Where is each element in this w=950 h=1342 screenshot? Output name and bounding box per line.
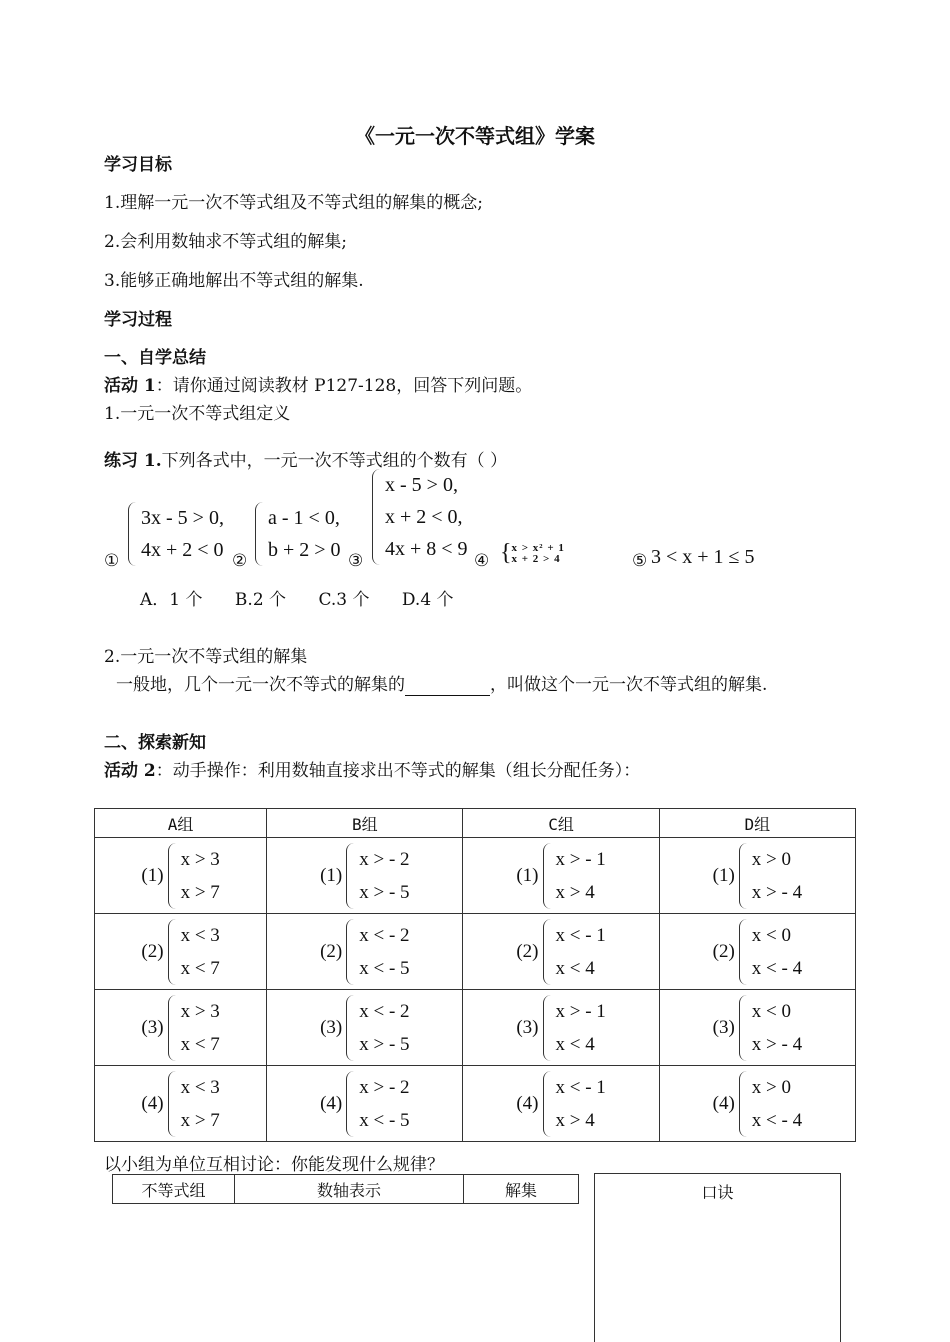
inequality: x < - 5 (359, 957, 410, 979)
practice1-text: 下列各式中，一元一次不等式组的个数有（ ） (161, 451, 508, 471)
activity1-line (104, 371, 532, 396)
inequality: x > - 2 (359, 848, 410, 870)
practice1-label: 练习 1. (104, 451, 162, 471)
inequality: x > 4 (555, 1109, 595, 1131)
problem-number: (2) (516, 940, 539, 962)
group-header: C组 (463, 809, 659, 838)
problem-number: (3) (516, 1016, 539, 1038)
problem-number: (2) (712, 940, 735, 962)
problem-number: (1) (516, 864, 539, 886)
rhyme-box (594, 1173, 841, 1342)
definition-item: 1.一元一次不等式组定义 (104, 404, 291, 424)
inequality: x > - 1 (555, 848, 606, 870)
option4-mark: ④ (474, 551, 490, 571)
group-cell (267, 838, 463, 914)
solution-set-definition (116, 670, 767, 696)
problem-number: (4) (516, 1092, 539, 1114)
section1-heading: 一、自学总结 (104, 348, 206, 368)
option4-brace-icon: { (500, 540, 512, 566)
option1-row: 3x - 5 > 0, (141, 507, 224, 529)
goal-item: 2.会利用数轴求不等式组的解集; (104, 232, 347, 252)
activity2-line (104, 756, 640, 781)
inequality: x < - 4 (751, 957, 803, 979)
group-header: D组 (659, 809, 855, 838)
summary-header: 解集 (464, 1175, 579, 1204)
process-heading: 学习过程 (104, 310, 172, 330)
group-cell (267, 990, 463, 1066)
fill-blank[interactable] (405, 675, 490, 696)
option4-row: x > x² + 1 (511, 541, 565, 554)
inequality: x > 0 (751, 1076, 791, 1098)
option3-system (372, 469, 468, 565)
activity2-label: 活动 2 (104, 761, 156, 781)
table-row (95, 990, 856, 1066)
practice1-line (104, 446, 507, 471)
group-cell (463, 838, 659, 914)
inequality: x > 4 (555, 881, 595, 903)
definition-text-a: 一般地，几个一元一次不等式的解集的 (116, 675, 405, 695)
problem-number: (3) (320, 1016, 343, 1038)
inequality: x < - 2 (359, 924, 410, 946)
inequality: x < 0 (751, 1000, 791, 1022)
group-cell (463, 990, 659, 1066)
inequality: x < - 1 (555, 1076, 606, 1098)
group-cell (659, 990, 855, 1066)
goal-item: 3.能够正确地解出不等式组的解集. (104, 271, 364, 291)
inequality: x < 4 (555, 1033, 595, 1055)
inequality: x > - 2 (359, 1076, 410, 1098)
activity2-text: ：动手操作：利用数轴直接求出不等式的解集（组长分配任务）： (155, 761, 641, 781)
option5-expr: 3 < x + 1 ≤ 5 (651, 546, 755, 568)
inequality: x < 7 (180, 1033, 220, 1055)
option5-mark: ⑤ (632, 551, 648, 571)
group-header: B组 (267, 809, 463, 838)
table-row (95, 838, 856, 914)
option1-mark: ① (104, 551, 120, 571)
group-cell (95, 1066, 267, 1142)
group-cell (95, 838, 267, 914)
inequality: x < 0 (751, 924, 791, 946)
inequality: x < - 2 (359, 1000, 410, 1022)
goal-item: 1.理解一元一次不等式组及不等式组的解集的概念; (104, 193, 483, 213)
group-cell (95, 990, 267, 1066)
problem-number: (4) (712, 1092, 735, 1114)
problem-number: (2) (320, 940, 343, 962)
group-cell (463, 914, 659, 990)
inequality: x > - 1 (555, 1000, 606, 1022)
group-cell (463, 1066, 659, 1142)
problem-number: (2) (141, 940, 164, 962)
option2-row: a - 1 < 0, (268, 507, 340, 529)
summary-header: 数轴表示 (235, 1175, 464, 1204)
summary-table (112, 1174, 579, 1204)
summary-header: 不等式组 (113, 1175, 235, 1204)
option3-mark: ③ (348, 551, 364, 571)
inequality: x < 7 (180, 957, 220, 979)
inequality: x > - 5 (359, 881, 410, 903)
practice1-choices: A．1 个 B.2 个 C.3 个 D.4 个 (140, 590, 454, 610)
problem-number: (4) (320, 1092, 343, 1114)
group-cell (659, 838, 855, 914)
option2-system (255, 502, 341, 566)
inequality: x < 3 (180, 924, 220, 946)
problem-number: (4) (141, 1092, 164, 1114)
activity1-text: ：请你通过阅读教材 P127-128，回答下列问题。 (155, 376, 533, 396)
problem-number: (1) (141, 864, 164, 886)
problem-number: (3) (712, 1016, 735, 1038)
inequality: x > 0 (751, 848, 791, 870)
inequality: x > 3 (180, 1000, 220, 1022)
inequality: x < - 5 (359, 1109, 410, 1131)
group-cell (267, 1066, 463, 1142)
inequality: x > - 4 (751, 881, 803, 903)
page-title: 《一元一次不等式组》学案 (355, 124, 595, 148)
group-cell (267, 914, 463, 990)
goals-heading: 学习目标 (104, 155, 172, 175)
discuss-prompt: 以小组为单位互相讨论：你能发现什么规律？ (104, 1155, 444, 1175)
groups-table (94, 808, 856, 1142)
option2-mark: ② (232, 551, 248, 571)
rhyme-label: 口诀 (701, 1183, 734, 1202)
option3-row: x - 5 > 0, (385, 474, 458, 496)
inequality: x > 7 (180, 881, 220, 903)
problem-number: (1) (320, 864, 343, 886)
inequality: x > - 4 (751, 1033, 803, 1055)
group-cell (659, 1066, 855, 1142)
option3-row: x + 2 < 0, (385, 506, 463, 528)
table-row (95, 1066, 856, 1142)
group-header: A组 (95, 809, 267, 838)
option4-system (500, 540, 565, 567)
activity1-label: 活动 1 (104, 376, 156, 396)
inequality: x < 4 (555, 957, 595, 979)
section2-heading: 二、探索新知 (104, 733, 206, 753)
option1-system (128, 502, 224, 566)
option1-row: 4x + 2 < 0 (141, 539, 224, 561)
problem-number: (1) (712, 864, 735, 886)
option2-row: b + 2 > 0 (268, 539, 341, 561)
option3-row: 4x + 8 < 9 (385, 538, 468, 560)
group-cell (95, 914, 267, 990)
option4-row: x + 2 > 4 (511, 552, 561, 565)
inequality: x > 3 (180, 848, 220, 870)
inequality: x < 3 (180, 1076, 220, 1098)
table-row (95, 914, 856, 990)
group-cell (659, 914, 855, 990)
definition-text-b: ，叫做这个一元一次不等式组的解集. (490, 675, 768, 695)
inequality: x > 7 (180, 1109, 220, 1131)
inequality: x < - 4 (751, 1109, 803, 1131)
inequality: x < - 1 (555, 924, 606, 946)
inequality: x > - 5 (359, 1033, 410, 1055)
solution-set-item: 2.一元一次不等式组的解集 (104, 647, 308, 667)
problem-number: (3) (141, 1016, 164, 1038)
